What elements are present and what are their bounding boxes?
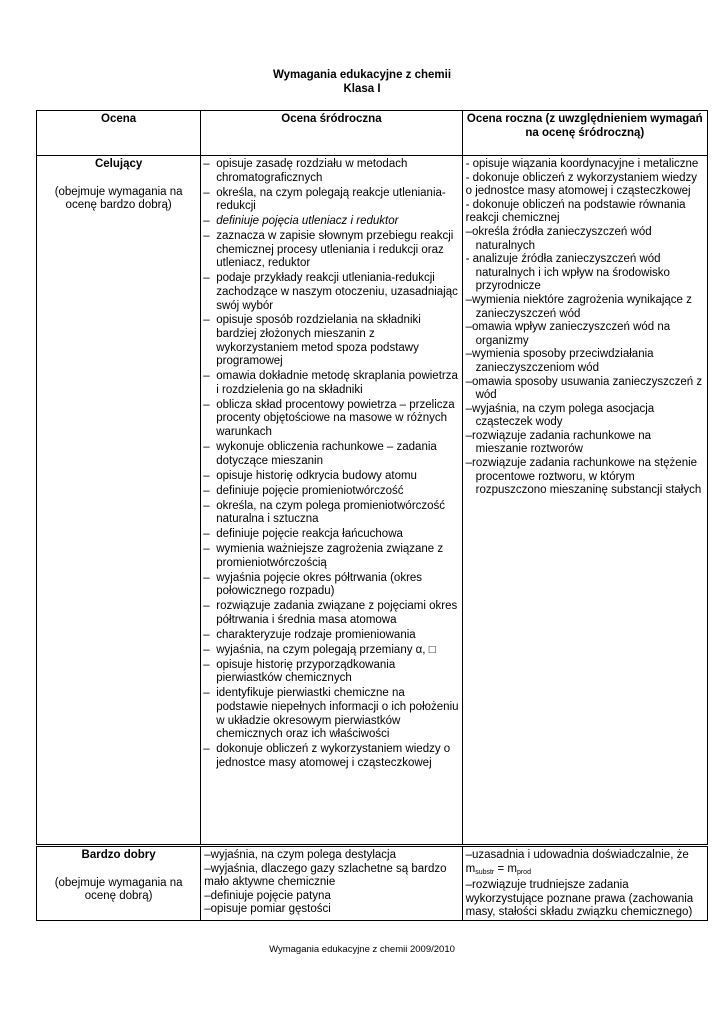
list-item: – wyjaśnia, dlaczego gazy szlachetne są bardzo mało aktywne chemicznie <box>204 863 458 890</box>
header-row <box>37 111 708 156</box>
list-item: – rozwiązuje zadania związane z pojęciami okres półtrwania i średnia masa atomowa <box>203 600 459 627</box>
list-item <box>466 849 704 879</box>
list-item: – wyjaśnia, na czym polega asocjacja cząsteczek wody <box>466 403 704 430</box>
row-celujacy <box>37 156 708 845</box>
list-item: - opisuje wiązania koordynacyjne i metaliczne <box>466 158 704 172</box>
list-item: – wyjaśnia, na czym polega destylacja <box>204 849 458 863</box>
list-item: – opisuje sposób rozdzielania na składniki bardziej złożonych mieszanin z wykorzystaniem metod spoza podstawy programowej <box>203 314 459 368</box>
list-item: – podaje przykłady reakcji utleniania-redukcji zachodzące w naszym otoczeniu, uzasadniając swój wybór <box>203 272 459 313</box>
list-item: – określa, na czym polegają reakcje utleniania-redukcji <box>203 187 459 214</box>
list-item: – zaznacza w zapisie słownym przebiegu reakcji chemicznej procesy utleniania i redukcji oraz utleniacz, reduktor <box>203 230 459 271</box>
header-annual: Ocena roczna (z uwzględnieniem wymagań na ocenę śródroczną) <box>462 111 707 156</box>
midyear-cell <box>201 156 462 845</box>
list-item: – wyjaśnia pojęcie okres półtrwania (okres połowicznego rozpadu) <box>203 572 459 599</box>
term: definiuje pojęcia utleniacz i reduktor <box>216 215 399 228</box>
list-item: – opisuje zasadę rozdziału w metodach chromatograficznych <box>203 158 459 185</box>
list-item: – opisuje historię przyporządkowania pierwiastków chemicznych <box>203 659 459 686</box>
grade-cell <box>37 847 201 921</box>
list-item: - dokonuje obliczeń z wykorzystaniem wiedzy o jednostce masy atomowej i cząsteczkowej <box>466 172 704 199</box>
subscript: prod <box>516 868 531 876</box>
grade-name: Bardzo dobry <box>81 849 156 861</box>
list-item: – wymienia niektóre zagrożenia wynikające z zanieczyszczeń wód <box>466 294 704 321</box>
list-item <box>203 215 459 229</box>
list-item: – definiuje pojęcie patyna <box>204 890 458 904</box>
midyear-cell <box>201 847 462 921</box>
list-item: - analizuje źródła zanieczyszczeń wód naturalnych i ich wpływ na środowisko przyrodnicze <box>466 253 704 294</box>
mass-law-text: uzasadnia i udowadnia doświadczalnie, że m <box>465 849 689 875</box>
list-item: – rozwiązuje zadania rachunkowe na mieszanie roztworów <box>466 430 704 457</box>
header-midyear: Ocena śródroczna <box>201 111 462 156</box>
list-item: – definiuje pojęcie reakcja łańcuchowa <box>203 528 459 542</box>
mass-law-text-2: = m <box>494 862 517 875</box>
list-item: – dokonuje obliczeń z wykorzystaniem wiedzy o jednostce masy atomowej i cząsteczkowej <box>203 743 459 770</box>
list-item: – rozwiązuje zadania rachunkowe na stężenie procentowe roztworu, w którym rozpuszczono mieszaninę substancji stałych <box>466 457 704 498</box>
list-item: – wykonuje obliczenia rachunkowe – zadania dotyczące mieszanin <box>203 441 459 468</box>
grade-note: (obejmuje wymagania na ocenę bardzo dobrą) <box>54 185 183 212</box>
list-item: – rozwiązuje trudniejsze zadania wykorzystujące poznane prawa (zachowania masy, stałości składu związku chemicznego) <box>466 879 704 920</box>
list-item: – charakteryzuje rodzaje promieniowania <box>203 629 459 643</box>
list-item: – określa źródła zanieczyszczeń wód naturalnych <box>466 226 704 253</box>
document-subtitle: Klasa I <box>343 83 381 95</box>
grade-name: Celujący <box>94 158 143 170</box>
list-item: – opisuje historię odkrycia budowy atomu <box>203 470 459 484</box>
list-item: – określa, na czym polega promieniotwórczość naturalna i sztuczna <box>203 500 459 527</box>
requirements-table-continued <box>36 846 708 921</box>
header-grade: Ocena <box>37 111 201 156</box>
list-item: – wyjaśnia, na czym polegają przemiany α, □ <box>203 644 459 658</box>
document-title: Wymagania edukacyjne z chemii <box>272 69 452 81</box>
list-item: – opisuje pomiar gęstości <box>204 903 458 917</box>
page-footer: Wymagania edukacyjne z chemii 2009/2010 <box>269 944 455 955</box>
list-item: – wymienia sposoby przeciwdziałania zanieczyszczeniom wód <box>466 348 704 375</box>
list-item: – omawia dokładnie metodę skraplania powietrza i rozdzielenia go na składniki <box>203 370 459 397</box>
list-item: – oblicza skład procentowy powietrza – przelicza procenty objętościowe na masowe w różnych warunkach <box>203 399 459 440</box>
list-item: – omawia wpływ zanieczyszczeń wód na organizmy <box>466 321 704 348</box>
list-item: – definiuje pojęcie promieniotwórczość <box>203 485 459 499</box>
requirements-table <box>36 110 708 845</box>
row-bardzo-dobry <box>37 847 708 921</box>
list-item: – identyfikuje pierwiastki chemiczne na podstawie niepełnych informacji o ich położeniu w układzie okresowym pierwiastków chemicznych oraz ich właściwości <box>203 687 459 741</box>
grade-cell <box>37 156 201 845</box>
grade-note: (obejmuje wymagania na ocenę dobrą) <box>54 876 183 903</box>
annual-cell <box>462 156 707 845</box>
subscript: substr <box>475 868 495 876</box>
list-item: – wymienia ważniejsze zagrożenia związane z promieniotwórczością <box>203 543 459 570</box>
list-item: - dokonuje obliczeń na podstawie równania reakcji chemicznej <box>466 199 704 226</box>
annual-cell <box>462 847 707 921</box>
list-item: – omawia sposoby usuwania zanieczyszczeń z wód <box>466 376 704 403</box>
